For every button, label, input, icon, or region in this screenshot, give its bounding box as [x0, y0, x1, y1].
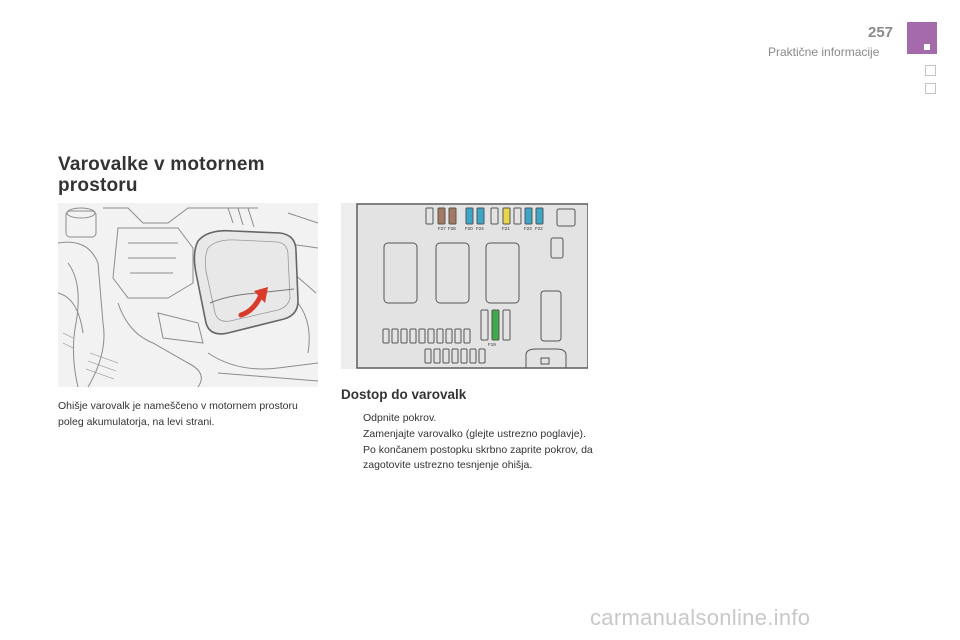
fuse-f28 — [449, 208, 456, 224]
list-item — [341, 411, 601, 426]
photo-caption: Ohišje varovalk je nameščeno v motornem prostoru poleg akumulatorja, na levi strani. — [58, 400, 298, 428]
page-title — [58, 154, 265, 196]
fuse-f21 — [503, 208, 510, 224]
nav-square-2[interactable] — [925, 83, 936, 94]
nav-square-1[interactable] — [925, 65, 936, 76]
step-text: Zamenjajte varovalko (glejte ustrezno poglavje). — [363, 428, 586, 440]
steps-list — [341, 411, 601, 474]
fuse-f20 — [466, 208, 473, 224]
page-title-line1: Varovalke v motornem — [58, 154, 265, 175]
fuse-f22 — [536, 208, 543, 224]
fuse-f19 — [492, 310, 499, 340]
list-item — [341, 443, 601, 473]
chapter-tab[interactable] — [907, 22, 937, 54]
fuse-label: F20 — [465, 226, 473, 231]
fuse-label: F28 — [448, 226, 456, 231]
chapter-tab-marker — [924, 44, 930, 50]
section-title: Praktične informacije — [768, 45, 880, 59]
access-heading: Dostop do varovalk — [341, 387, 467, 402]
fuse-label: F21 — [502, 226, 510, 231]
fuse-label: F27 — [438, 226, 446, 231]
fuse-f27 — [438, 208, 445, 224]
fuse-label: F24 — [476, 226, 484, 231]
step-text: Po končanem postopku skrbno zaprite pokrov, da zagotovite ustrezno tesnjenje ohišja. — [363, 444, 593, 471]
fuse-label: F22 — [535, 226, 543, 231]
fuse-f23 — [525, 208, 532, 224]
fuse-label: F19 — [488, 342, 496, 347]
fuse-f24 — [477, 208, 484, 224]
step-text: Odpnite pokrov. — [363, 412, 437, 424]
page-title-line2: prostoru — [58, 175, 138, 196]
fuse-box-diagram — [341, 203, 588, 369]
list-item — [341, 427, 601, 442]
fuse-label: F23 — [524, 226, 532, 231]
page-number: 257 — [868, 24, 894, 41]
engine-bay-illustration — [58, 203, 318, 387]
watermark: carmanualsonline.info — [590, 605, 811, 630]
